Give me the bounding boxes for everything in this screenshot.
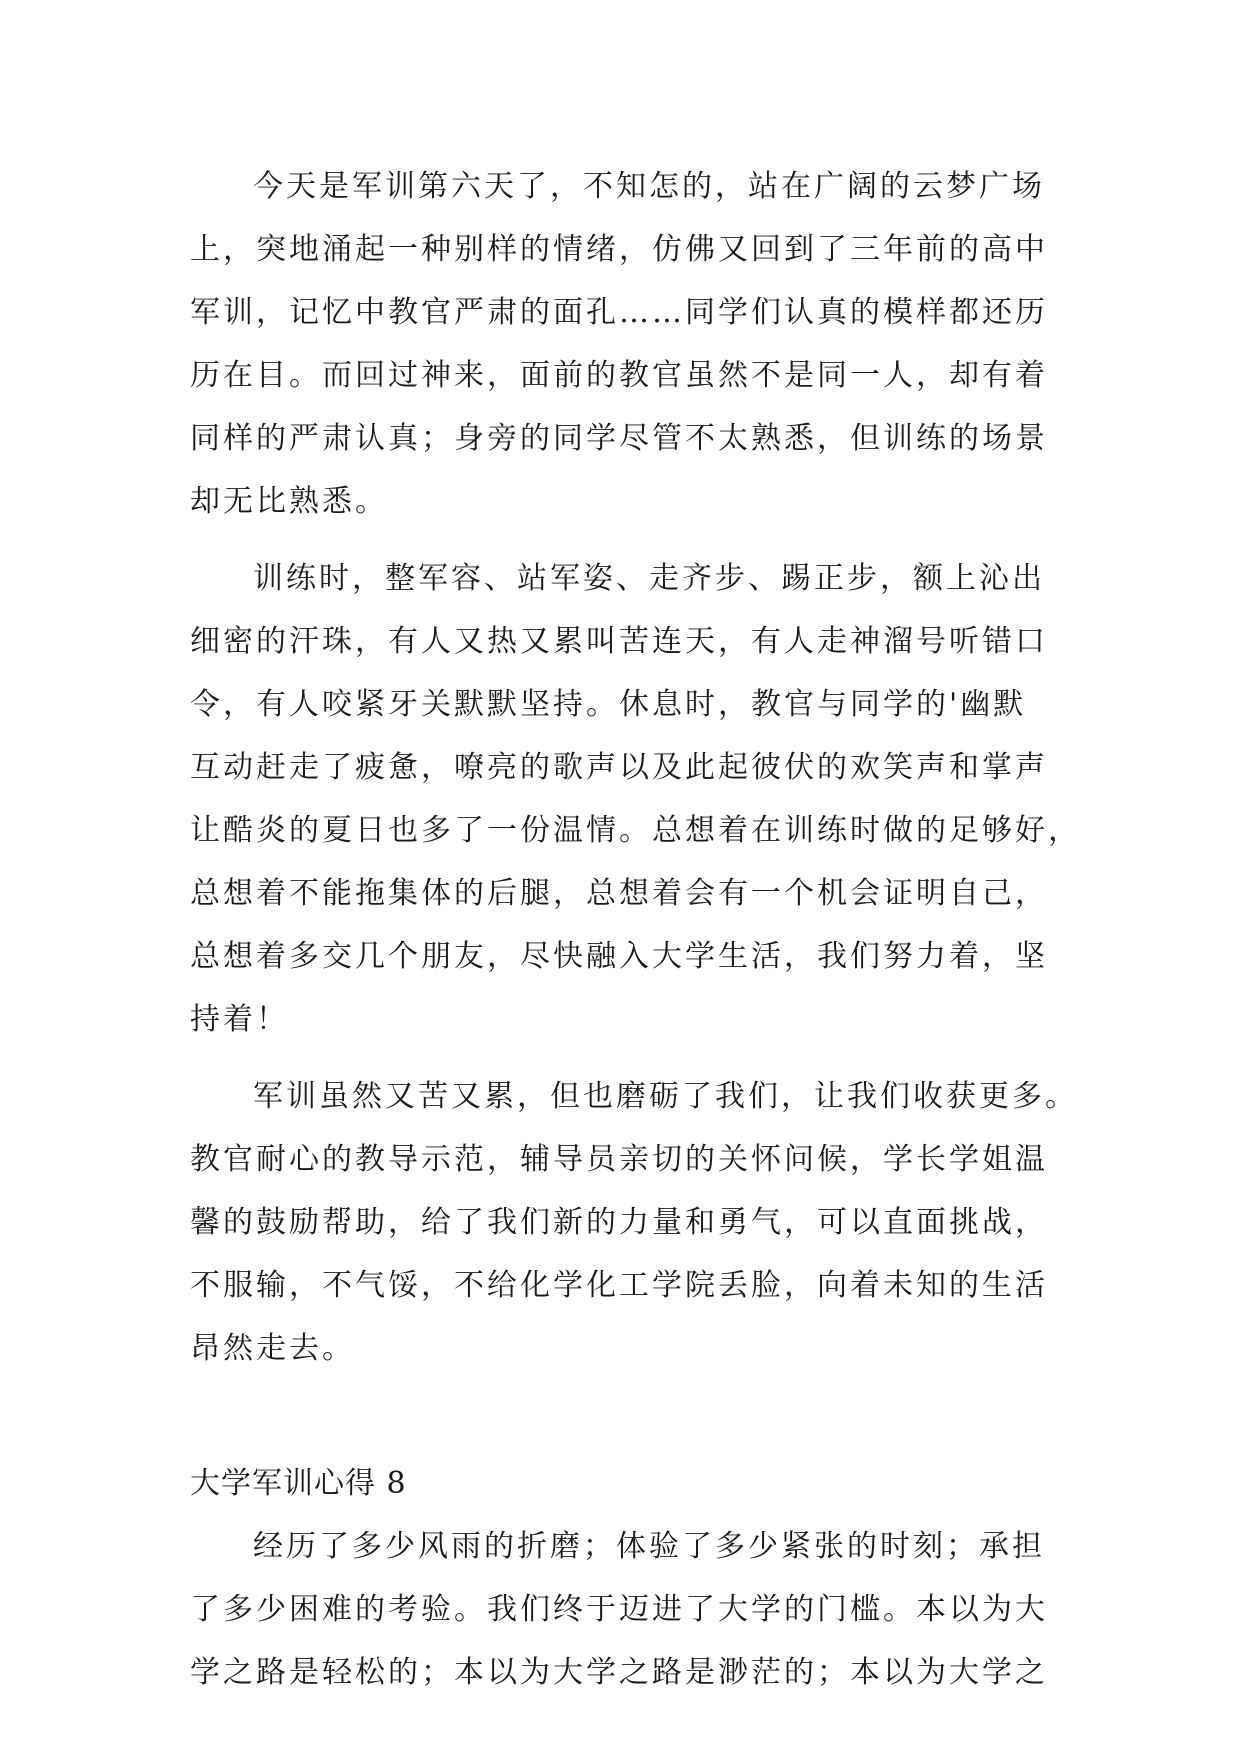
text-line: 馨的鼓励帮助，给了我们新的力量和勇气，可以直面挑战， [190,1205,1048,1240]
paragraph-2 [190,547,1081,1051]
paragraph-1 [190,155,1050,533]
text-line: 了多少困难的考验。我们终于迈进了大学的门槛。本以为大 [190,1592,1048,1627]
paragraph-4 [190,1515,1050,1704]
text-line: 历在目。而回过神来，面前的教官虽然不是同一人，却有着 [190,358,1048,393]
text-line: 教官耐心的教导示范，辅导员亲切的关怀问候，学长学姐温 [190,1142,1048,1177]
text-line: 细密的汗珠，有人又热又累叫苦连天，有人走神溜号听错口 [190,624,1048,659]
text-line: 经历了多少风雨的折磨；体验了多少紧张的时刻；承担 [253,1529,1045,1564]
paragraph-spacer [190,533,1050,547]
text-line: 互动赶走了疲惫，嘹亮的歌声以及此起彼伏的欢笑声和掌声 [190,750,1048,785]
document-body [190,155,1081,1704]
text-line: 不服输，不气馁，不给化学化工学院丢脸，向着未知的生活 [190,1268,1048,1303]
text-line: 上，突地涌起一种别样的情绪，仿佛又回到了三年前的高中 [190,232,1048,267]
text-line: 军训，记忆中教官严肃的面孔……同学们认真的模样都还历 [190,295,1048,330]
text-line: 训练时，整军容、站军姿、走齐步、踢正步，额上沁出 [253,561,1045,596]
text-line: 昂然走去。 [190,1331,355,1366]
paragraph-spacer [190,1051,1050,1065]
text-line: 同样的严肃认真；身旁的同学尽管不太熟悉，但训练的场景 [190,421,1048,456]
section-heading: 大学军训心得 8 [190,1466,407,1501]
text-line: 令，有人咬紧牙关默默坚持。休息时，教官与同学的'幽默 [190,687,1027,722]
text-line: 军训虽然又苦又累，但也磨砺了我们，让我们收获更多。 [253,1079,1078,1114]
text-line: 持着！ [190,1002,289,1037]
section-spacer [190,1380,1050,1452]
paragraph-3 [190,1065,1078,1380]
text-line: 总想着多交几个朋友，尽快融入大学生活，我们努力着，坚 [190,939,1048,974]
text-line: 却无比熟悉。 [190,484,388,519]
text-line: 学之路是轻松的；本以为大学之路是渺茫的；本以为大学之 [190,1655,1048,1690]
text-line: 让酷炎的夏日也多了一份温情。总想着在训练时做的足够好， [190,813,1081,848]
text-line: 今天是军训第六天了，不知怎的，站在广阔的云梦广场 [253,169,1045,204]
text-line: 总想着不能拖集体的后腿，总想着会有一个机会证明自己， [190,876,1048,911]
